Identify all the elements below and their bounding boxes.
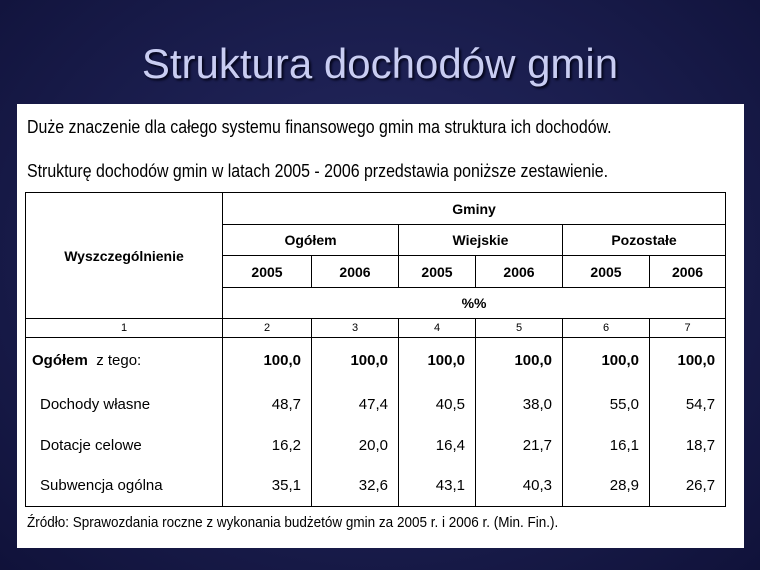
column-number: 3 bbox=[312, 319, 399, 338]
header-year: 2006 bbox=[476, 256, 563, 288]
content-panel bbox=[17, 104, 744, 548]
header-year: 2005 bbox=[563, 256, 650, 288]
table-row-total bbox=[26, 338, 726, 384]
table-row bbox=[26, 466, 726, 507]
header-year: 2006 bbox=[650, 256, 726, 288]
header-wyszczegolnienie: Wyszczególnienie bbox=[26, 193, 223, 319]
table-cell: 21,7 bbox=[476, 425, 563, 466]
intro-text-1: Duże znaczenie dla całego systemu finansowego gmin ma struktura ich dochodów. bbox=[27, 116, 612, 137]
row-label-total-bold: Ogółem bbox=[32, 352, 88, 370]
table-cell: 20,0 bbox=[312, 425, 399, 466]
row-label: Subwencja ogólna bbox=[26, 466, 223, 507]
table-cell: 47,4 bbox=[312, 384, 399, 425]
table-row bbox=[26, 425, 726, 466]
table-cell: 40,5 bbox=[399, 384, 476, 425]
table-cell: 40,3 bbox=[476, 466, 563, 507]
table-cell: 100,0 bbox=[650, 338, 726, 384]
table-row bbox=[26, 384, 726, 425]
slide-title: Struktura dochodów gmin bbox=[141, 40, 619, 87]
column-number: 1 bbox=[26, 319, 223, 338]
header-year: 2006 bbox=[312, 256, 399, 288]
header-pozostale: Pozostałe bbox=[563, 225, 726, 256]
row-label: Dotacje celowe bbox=[26, 425, 223, 466]
intro-text-2: Strukturę dochodów gmin w latach 2005 - 2006 przedstawia poniższe zestawienie. bbox=[27, 160, 609, 181]
table-cell: 100,0 bbox=[399, 338, 476, 384]
table-cell: 18,7 bbox=[650, 425, 726, 466]
table-cell: 16,1 bbox=[563, 425, 650, 466]
table-cell: 54,7 bbox=[650, 384, 726, 425]
column-number: 6 bbox=[563, 319, 650, 338]
table-cell: 38,0 bbox=[476, 384, 563, 425]
header-year: 2005 bbox=[399, 256, 476, 288]
table-cell: 100,0 bbox=[223, 338, 312, 384]
table-cell: 100,0 bbox=[563, 338, 650, 384]
table-cell: 32,6 bbox=[312, 466, 399, 507]
table-cell: 48,7 bbox=[223, 384, 312, 425]
row-label-total bbox=[26, 338, 223, 384]
table-cell: 100,0 bbox=[312, 338, 399, 384]
header-ogolem: Ogółem bbox=[223, 225, 399, 256]
table-cell: 35,1 bbox=[223, 466, 312, 507]
table-cell: 16,2 bbox=[223, 425, 312, 466]
table-cell: 43,1 bbox=[399, 466, 476, 507]
source-note: Źródło: Sprawozdania roczne z wykonania budżetów gmin za 2005 r. i 2006 r. (Min. Fin.). bbox=[27, 514, 559, 531]
column-number: 5 bbox=[476, 319, 563, 338]
revenue-structure-table bbox=[25, 192, 726, 507]
table-cell: 55,0 bbox=[563, 384, 650, 425]
column-number: 4 bbox=[399, 319, 476, 338]
table-cell: 28,9 bbox=[563, 466, 650, 507]
table-cell: 100,0 bbox=[476, 338, 563, 384]
header-wiejskie: Wiejskie bbox=[399, 225, 563, 256]
column-number: 7 bbox=[650, 319, 726, 338]
row-label: Dochody własne bbox=[26, 384, 223, 425]
header-gminy: Gminy bbox=[223, 193, 726, 225]
header-unit: %% bbox=[223, 288, 726, 319]
header-year: 2005 bbox=[223, 256, 312, 288]
column-number: 2 bbox=[223, 319, 312, 338]
row-label-total-rest: z tego: bbox=[96, 352, 142, 370]
table-cell: 16,4 bbox=[399, 425, 476, 466]
table-cell: 26,7 bbox=[650, 466, 726, 507]
